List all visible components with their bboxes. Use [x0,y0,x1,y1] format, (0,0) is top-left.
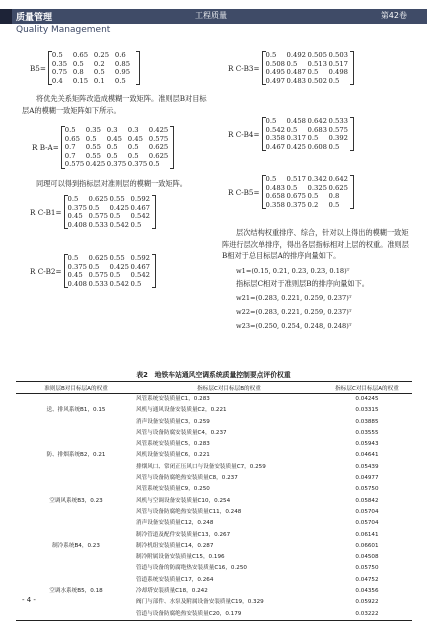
table-cell [16,417,136,428]
matrix-cell: 0.4 [51,76,63,85]
table-cell: 0.03315 [355,407,379,414]
matrix-cell: 0.425 [286,142,306,151]
equation-w22: w22=(0.283, 0.221, 0.259, 0.237)ᵀ [236,308,352,316]
matrix-cell: 0.467 [130,262,150,271]
matrix-row [266,184,350,193]
matrix-cell: 0.5 [130,279,142,288]
matrix-rc4-label: R C-B4= [228,129,260,139]
table-caption: 表2 地铁车站通风空调系统质量控制要点评价权重 [136,371,291,379]
matrix-cell: 0.5 [265,175,277,183]
matrix-row [68,221,152,230]
table-cell: 0.04356 [355,588,379,595]
matrix-rc1 [30,195,156,229]
table-body [16,394,412,621]
matrix-cell: 0.5 [72,59,84,68]
table-header-row [16,382,412,394]
table-cell: 风机与空调设备安装质量C10，0.254 [136,497,231,504]
table-cell: 风管系统安装质量C5，0.283 [136,441,210,448]
table-cell: 0.05943 [355,441,379,448]
table-cell: 管道与设备的防腐绝热安装质量C16，0.250 [136,565,247,572]
table-cell [16,507,136,518]
matrix-row [52,68,136,77]
matrix-cell: 0.375 [127,160,148,169]
table-cell: 0.04508 [355,554,379,561]
table-cell: 0.06601 [355,542,379,549]
matrix-cell: 0.497 [265,76,285,85]
matrix-row [52,51,136,60]
matrix-cell: 0.483 [286,76,306,85]
table-cell: 0.03555 [355,429,379,436]
matrix-cell: 0.408 [67,279,87,288]
matrix-cell: 0.375 [67,203,87,212]
matrix-cell: 0.25 [93,51,110,59]
matrix-cell: 0.425 [109,203,129,212]
matrix-cell: 0.5 [130,220,142,229]
matrix-cell: 0.483 [265,183,285,192]
matrix-row [266,143,350,152]
matrix-cell: 0.5 [109,212,121,221]
journal-title-en: Quality Management [16,25,111,35]
table-cell: 0.05704 [355,520,379,527]
table-row [16,439,412,450]
matrix-cell: 0.625 [88,195,108,203]
matrix-rc5-body [262,175,354,209]
matrix-row [266,192,350,201]
table-cell [16,439,136,450]
matrix-cell: 0.35 [51,59,68,68]
matrix-cell: 0.575 [328,125,348,134]
matrix-cell: 0.675 [286,192,306,201]
matrix-cell: 0.358 [265,200,285,209]
matrix-cell: 0.5 [286,59,298,68]
table-cell [16,428,136,439]
matrix-cell: 0.5 [286,183,298,192]
matrix-cell: 0.45 [67,212,83,221]
matrix-cell: 0.5 [307,192,319,201]
table-row [16,484,412,495]
matrix-cell: 0.575 [88,271,108,280]
table-cell [16,394,136,406]
matrix-row [266,51,350,60]
matrix-row [266,175,350,184]
matrix-cell: 0.592 [130,254,150,262]
matrix-cell: 0.683 [307,125,327,134]
table-cell: 风机与通风设备安装质量C2，0.221 [136,407,227,414]
table-row [16,541,412,552]
matrix-cell: 0.5 [51,51,63,59]
matrix-cell: 0.5 [106,143,118,152]
matrix-cell: 0.542 [130,271,150,280]
page-header [0,0,427,40]
table-cell: 0.03222 [322,609,412,621]
matrix-row [68,263,152,272]
equation-w23: w23=(0.250, 0.254, 0.248, 0.248)ᵀ [236,322,352,330]
matrix-cell: 0.533 [88,279,108,288]
table-cell: 送、排风系统B1，0.15 [46,407,106,414]
matrix-rc4-body [262,117,354,151]
paragraph-2: 同理可以得到指标层对准则层的模糊一致矩阵。 [36,179,187,188]
matrix-rc2 [30,254,156,288]
matrix-row [65,135,170,144]
matrix-rba-label: R B-A= [32,142,59,152]
matrix-cell: 0.392 [328,134,348,143]
matrix-cell: 0.55 [85,151,101,160]
paragraph-1: 将优先关系矩阵改造成模糊一致矩阵。准则层B对目标层A的模糊一致矩阵如下所示。 [22,94,207,115]
table-cell: 0.06141 [355,531,379,538]
table-row [16,597,412,608]
matrix-cell: 0.55 [109,195,125,203]
matrix-cell: 0.5 [106,151,118,160]
table-cell: 0.05842 [355,497,379,504]
table-row [16,496,412,507]
matrix-cell: 0.502 [307,76,327,85]
matrix-cell: 0.513 [307,59,327,68]
matrix-cell: 0.625 [148,151,169,160]
table-cell [16,473,136,484]
matrix-row [266,77,350,86]
matrix-cell: 0.575 [64,160,85,169]
matrix-row [68,271,152,280]
table-row [16,575,412,586]
table-row [16,563,412,574]
table-cell [16,563,136,574]
matrix-row [65,160,170,169]
matrix-rc3-body [262,51,354,85]
matrix-cell: 0.7 [64,151,76,160]
matrix-cell: 0.1 [93,76,105,85]
table-cell [16,575,136,586]
table-cell [16,552,136,563]
matrix-cell: 0.55 [109,254,125,262]
matrix-cell: 0.625 [148,143,169,152]
table-cell: 空调水系统B5，0.18 [49,588,103,595]
matrix-cell: 0.542 [109,279,129,288]
matrix-b5-label: B5= [30,63,46,73]
table-cell [16,518,136,529]
matrix-cell: 0.65 [64,134,80,143]
matrix-row [266,117,350,126]
table-row [16,428,412,439]
matrix-cell: 0.517 [286,175,306,183]
matrix-rc3 [228,51,354,85]
table-cell: 管道与设备防腐绝热安装质量C20，0.179 [136,609,322,621]
matrix-rc5 [228,175,354,209]
matrix-row [65,143,170,152]
table-cell: 0.05439 [355,463,379,470]
table-cell: 消声设备安装质量C12，0.248 [136,520,214,527]
volume-number: 第42卷 [380,11,407,20]
matrix-cell: 0.492 [286,51,306,59]
matrix-row [65,126,170,135]
matrix-cell: 0.358 [265,134,285,143]
table-cell: 0.04977 [355,475,379,482]
matrix-rc3-label: R C-B3= [228,63,260,73]
matrix-cell: 0.45 [67,271,83,280]
matrix-cell: 0.608 [307,142,327,151]
matrix-cell: 0.75 [51,68,68,77]
header-block [0,9,12,24]
table-cell: 管道系统安装质量C17，0.264 [136,576,214,583]
table-cell: 冷却塔安装质量C18，0.242 [136,588,208,595]
matrix-b5 [30,51,140,85]
matrix-cell: 0.342 [307,175,327,183]
table-cell: 风管与设备防腐绝热安装质量C8，0.237 [136,475,238,482]
matrix-cell: 0.517 [328,59,348,68]
matrix-rba-body [61,126,174,169]
matrix-cell: 0.45 [106,134,122,143]
table-cell: 0.04641 [355,452,379,459]
table-cell: 0.05704 [355,508,379,515]
matrix-cell: 0.533 [88,220,108,229]
matrix-cell: 0.625 [328,183,348,192]
matrix-cell: 0.5 [114,76,126,85]
matrix-cell: 0.542 [109,220,129,229]
matrix-cell: 0.505 [307,51,327,59]
matrix-cell: 0.5 [127,151,139,160]
matrix-cell: 0.467 [265,142,285,151]
table-row [16,462,412,473]
matrix-cell: 0.95 [114,68,131,77]
matrix-rc4 [228,117,354,151]
matrix-cell: 0.5 [127,143,139,152]
matrix-row [68,280,152,289]
table-row [16,609,412,621]
table-cell: 0.05922 [355,599,379,606]
table-cell: 排烟风口、常闭正压风口与设备安装质量C7，0.259 [136,463,266,470]
table-row [16,417,412,428]
matrix-cell: 0.5 [67,254,79,262]
journal-title-cn: 质量管理 [16,13,53,23]
matrix-cell: 0.85 [114,59,131,68]
table-cell: 制冷系统B4，0.23 [52,542,100,549]
table-cell: 风管与设备防腐绝热安装质量C11，0.248 [136,508,242,515]
matrix-cell: 0.5 [265,117,277,125]
matrix-cell: 0.325 [307,183,327,192]
matrix-cell: 0.317 [286,134,306,143]
matrix-cell: 0.8 [328,192,340,201]
table-row [16,507,412,518]
matrix-cell: 0.15 [72,76,89,85]
matrix-cell: 0.642 [328,175,348,183]
matrix-cell: 0.508 [265,59,285,68]
table-row [16,530,412,541]
table-cell: 0.03885 [355,418,379,425]
matrix-cell: 0.7 [64,143,76,152]
column-header: 指标层C对目标层A的权重 [322,382,412,394]
matrix-cell: 0.375 [286,200,306,209]
matrix-cell: 0.425 [85,160,106,169]
matrix-cell: 0.408 [67,220,87,229]
matrix-cell: 0.498 [328,68,348,77]
matrix-cell: 0.375 [67,262,87,271]
matrix-cell: 0.6 [114,51,126,59]
paragraph-3: 层次结构权重排序、综合，针对以上得出的模糊一致矩阵进行层次单排序，得出各层指标相对上层的权重。准则层B相对于总目标层A的排序向量如下。 [222,228,409,260]
table-cell: 制冷机组安装质量C14，0.287 [136,542,214,549]
matrix-cell: 0.495 [265,68,285,77]
table-cell [16,462,136,473]
matrix-row [68,204,152,213]
matrix-cell: 0.5 [93,68,105,77]
matrix-cell: 0.5 [328,142,340,151]
matrix-row [52,77,136,86]
matrix-cell: 0.65 [72,51,89,59]
matrix-row [52,60,136,69]
table-cell: 防、排烟系统B2，0.21 [46,452,106,459]
matrix-cell: 0.458 [286,117,306,125]
matrix-cell: 0.542 [265,125,285,134]
matrix-rc2-label: R C-B2= [30,266,62,276]
matrix-cell: 0.35 [85,126,101,134]
matrix-cell: 0.3 [127,126,139,134]
matrix-cell: 0.658 [265,192,285,201]
table-cell: 制冷管道及配件安装质量C13，0.267 [136,531,231,538]
paragraph-4: 指标层C相对于准则层B的排序向量如下。 [236,279,369,288]
table-cell: 制冷附属设备安装质量C15，0.196 [136,554,225,561]
table-cell: 0.04245 [355,396,379,402]
matrix-row [68,212,152,221]
equation-w21: w21=(0.283, 0.221, 0.259, 0.237)ᵀ [236,294,352,302]
matrix-cell: 0.5 [148,160,160,169]
matrix-cell: 0.45 [127,134,143,143]
table-cell: 风机设备安装质量C6，0.221 [136,452,210,459]
matrix-row [266,134,350,143]
matrix-cell: 0.2 [93,59,105,68]
matrix-cell: 0.5 [328,76,340,85]
matrix-rc1-body [64,195,156,229]
matrix-cell: 0.467 [130,203,150,212]
column-header: 指标层C对目标层B的权重 [136,382,322,394]
matrix-cell: 0.5 [307,68,319,77]
matrix-cell: 0.533 [328,117,348,125]
matrix-rba [32,126,174,169]
matrix-row [68,195,152,204]
matrix-rc5-label: R C-B5= [228,187,260,197]
matrix-cell: 0.55 [85,143,101,152]
table-cell [16,484,136,495]
matrix-cell: 0.2 [307,200,319,209]
matrix-cell: 0.5 [328,200,340,209]
matrix-cell: 0.5 [286,125,298,134]
matrix-cell: 0.625 [88,254,108,262]
page-number: - 4 - [22,596,36,604]
matrix-row [266,201,350,210]
matrix-cell: 0.575 [88,212,108,221]
matrix-cell: 0.542 [130,212,150,221]
table-cell: 0.05750 [355,486,379,493]
table-cell: 风管系统安装质量C9，0.250 [136,486,210,493]
matrix-row [65,152,170,161]
matrix-cell: 0.642 [307,117,327,125]
matrix-cell: 0.425 [109,262,129,271]
table-cell: 0.05750 [355,565,379,572]
equation-w1: w1=(0.15, 0.21, 0.23, 0.23, 0.18)ᵀ [236,267,350,275]
matrix-cell: 0.487 [286,68,306,77]
matrix-cell: 0.425 [148,126,169,134]
matrix-cell: 0.3 [106,126,118,134]
matrix-cell: 0.5 [307,134,319,143]
matrix-cell: 0.575 [148,134,169,143]
table-row [16,405,412,416]
matrix-row [68,254,152,263]
table-row [16,473,412,484]
table-cell: 风管与设备防腐安装质量C4，0.237 [136,429,227,436]
matrix-cell: 0.5 [85,134,97,143]
table-cell: 消声设备安装质量C3，0.259 [136,418,210,425]
matrix-rc1-label: R C-B1= [30,207,62,217]
table-row [16,450,412,461]
weights-table [16,381,412,621]
matrix-b5-body [48,51,140,85]
column-header: 准则层B对目标层A的权重 [16,382,136,394]
matrix-cell: 0.5 [67,195,79,203]
matrix-row [266,126,350,135]
table-cell: 阀门与部件、水泵及附属设备安装质量C19，0.329 [136,599,264,606]
matrix-cell: 0.503 [328,51,348,59]
matrix-cell: 0.5 [265,51,277,59]
matrix-row [266,60,350,69]
matrix-cell: 0.5 [64,126,76,134]
section-title: 工程质量 [195,11,227,20]
table-row [16,394,412,406]
table-cell [16,609,136,621]
matrix-cell: 0.5 [88,262,100,271]
table-row [16,518,412,529]
matrix-cell: 0.592 [130,195,150,203]
table-row [16,586,412,597]
matrix-rc2-body [64,254,156,288]
table-cell: 风管系统安装质量C1，0.283 [136,396,210,402]
table-row [16,552,412,563]
matrix-cell: 0.5 [88,203,100,212]
matrix-cell: 0.375 [106,160,127,169]
table-cell: 空调风系统B3，0.23 [49,497,103,504]
matrix-cell: 0.5 [109,271,121,280]
matrix-cell: 0.8 [72,68,84,77]
matrix-row [266,68,350,77]
table-cell [16,530,136,541]
table-cell: 0.04752 [355,576,379,583]
